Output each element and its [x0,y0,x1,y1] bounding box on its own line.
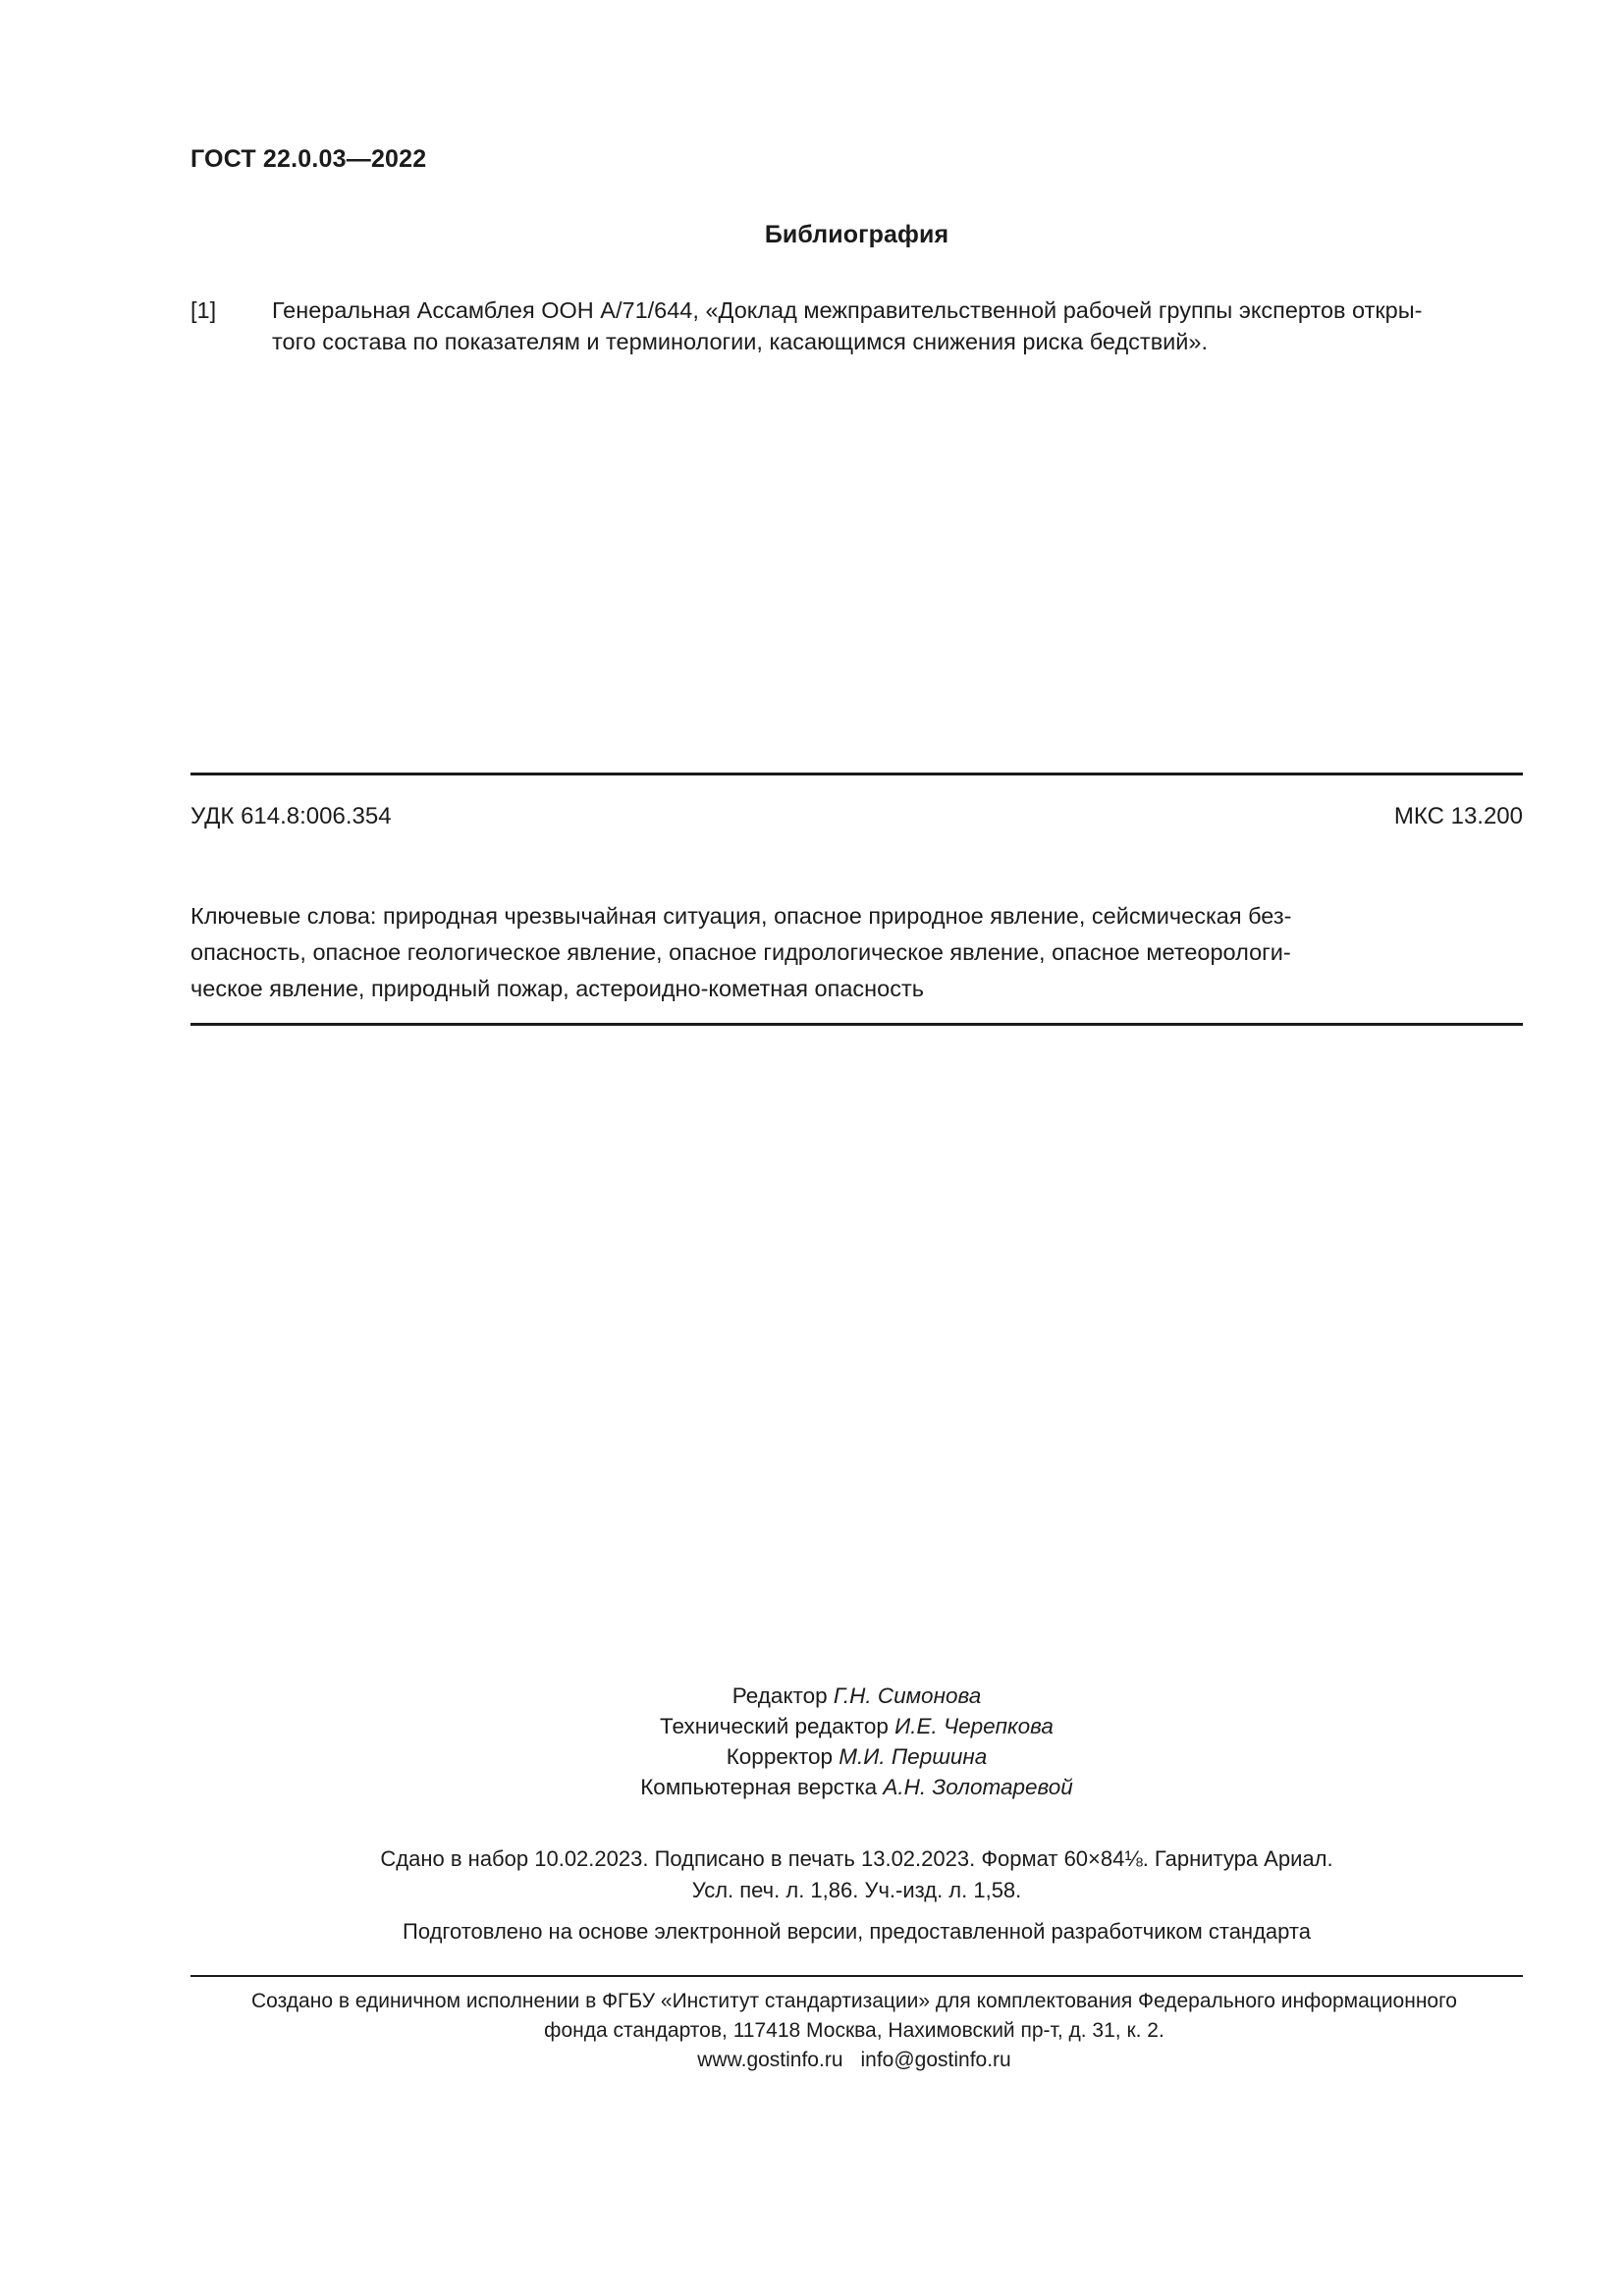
print-info-line-2: Усл. печ. л. 1,86. Уч.-изд. л. 1,58. [691,1878,1022,1902]
credits-technical-editor-name: И.Е. Черепкова [894,1714,1054,1738]
divider-below-keywords [190,1023,1523,1026]
bibliography-list [190,294,1523,357]
bibliography-entry-marker: [1] [190,297,217,323]
credits-editor [190,1681,1523,1711]
divider-above-footer [190,1975,1523,1977]
credits-corrector [190,1741,1523,1772]
footer-email-link[interactable]: info@gostinfo.ru [860,2049,1011,2071]
footer-line-2: фонда стандартов, 117418 Москва, Нахимовский пр-т, д. 31, к. 2. [544,2019,1164,2042]
credits-technical-editor [190,1711,1523,1741]
bibliography-entry-text [272,294,1523,357]
credits-layout [190,1772,1523,1802]
footer-contact-line [157,2046,1551,2075]
credits-block [190,1681,1523,1802]
keywords-line-1: Ключевые слова: природная чрезвычайная ситуация, опасное природное явление, сейсмическая без- [190,903,1292,929]
bibliography-entry-line-2: того состава по показателям и терминологии, касающимся снижения риска бедствий». [272,329,1209,354]
bibliography-entry [190,294,1523,357]
footer-block [157,1987,1551,2075]
print-info-line-1: Сдано в набор 10.02.2023. Подписано в печать 13.02.2023. Формат 60×84⅛. Гарнитура Ариал. [380,1846,1333,1871]
running-head-standard-number: ГОСТ 22.0.03—2022 [190,145,427,173]
credits-editor-name: Г.Н. Симонова [833,1683,982,1708]
credits-layout-name: А.Н. Золотаревой [883,1775,1073,1799]
footer-website-link[interactable]: www.gostinfo.ru [697,2049,843,2071]
divider-above-codes [190,773,1523,775]
keywords-line-2: опасность, опасное геологическое явление, опасное гидрологическое явление, опасное метеорологи- [190,939,1291,965]
prepared-note: Подготовлено на основе электронной версии, предоставленной разработчиком стандарта [403,1919,1311,1944]
credits-layout-label: Компьютерная верстка [640,1775,884,1799]
credits-technical-editor-label: Технический редактор [660,1714,895,1738]
keywords-block [190,898,1532,1007]
keywords-line-3: ческое явление, природный пожар, астероидно-кометная опасность [190,976,924,1001]
section-title-bibliography: Библиография [764,221,949,248]
credits-editor-label: Редактор [731,1683,834,1708]
bibliography-entry-line-1: Генеральная Ассамблея ООН А/71/644, «Доклад межправительственной рабочей группы экспертов откры- [272,297,1423,323]
udk-code: УДК 614.8:006.354 [190,803,392,829]
footer-line-1: Создано в единичном исполнении в ФГБУ «Институт стандартизации» для комплектования Федерального информационного [251,1990,1457,2012]
mks-code: МКС 13.200 [1393,803,1523,829]
credits-corrector-label: Корректор [726,1744,839,1769]
print-info-block [190,1843,1523,1906]
credits-corrector-name: М.И. Першина [839,1744,988,1769]
codes-row [190,803,1523,830]
